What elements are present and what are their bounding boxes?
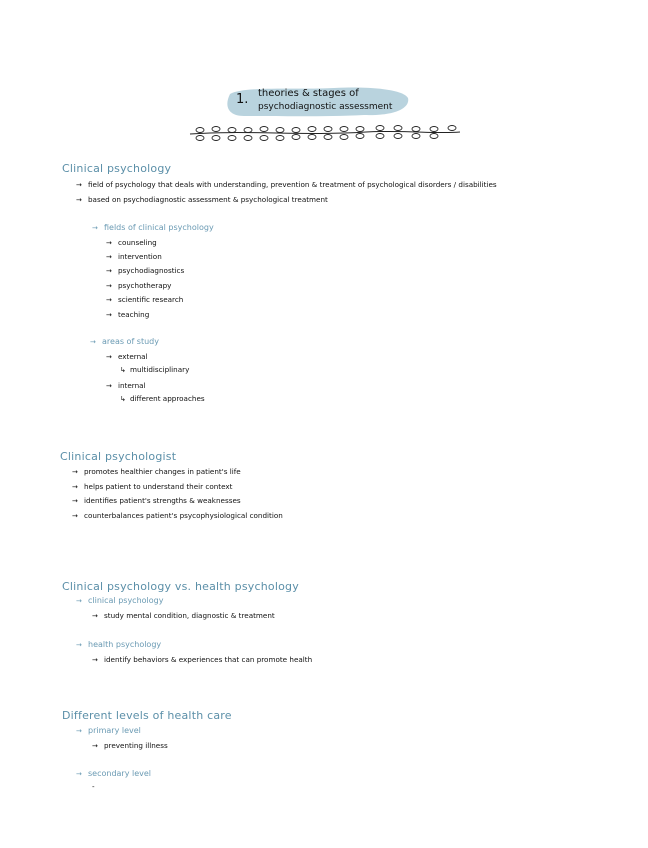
subheading-clinical: [76, 596, 163, 605]
list-item-text: counseling: [118, 238, 157, 247]
heading-clinical-psychology: Clinical psychology: [62, 162, 172, 175]
bullet-text: helps patient to understand their context: [84, 482, 233, 491]
list-item-text: psychotherapy: [118, 281, 172, 290]
arrow-icon: →: [106, 382, 112, 390]
arrow-icon: →: [76, 196, 82, 204]
sub-note: [120, 394, 205, 403]
title-number: 1.: [236, 92, 249, 107]
arrow-icon: →: [106, 253, 112, 261]
arrow-icon: →: [106, 282, 112, 290]
bullet-text: field of psychology that deals with understanding, prevention & treatment of psychological disorders / disabilities: [88, 180, 497, 189]
arrow-icon: →: [92, 612, 98, 620]
subheading-primary: [76, 726, 141, 735]
arrow-icon: →: [72, 512, 78, 520]
list-item: [92, 782, 95, 791]
list-item: [92, 611, 275, 620]
subheading-fields: [92, 223, 214, 232]
arrow-icon: →: [72, 497, 78, 505]
arrow-icon: →: [92, 656, 98, 664]
arrow-icon: →: [106, 267, 112, 275]
subheading-text: clinical psychology: [88, 596, 164, 605]
note-text: multidisciplinary: [130, 365, 190, 374]
list-item-text: psychodiagnostics: [118, 266, 185, 275]
arrow-icon: →: [72, 468, 78, 476]
list-item-text: preventing illness: [104, 741, 168, 750]
heading-health-care-levels: Different levels of health care: [62, 709, 232, 722]
vine-divider-icon: [186, 122, 464, 144]
arrow-icon: →: [76, 597, 82, 605]
arrow-icon: →: [106, 311, 112, 319]
list-item: [106, 310, 149, 319]
subheading-text: health psychology: [88, 640, 162, 649]
bullet-item: [72, 496, 241, 505]
list-item: [106, 295, 183, 304]
list-item: [106, 352, 148, 361]
title-line-1: theories & stages of: [258, 88, 359, 99]
list-item: [106, 381, 146, 390]
heading-clinical-psychologist: Clinical psychologist: [60, 450, 177, 463]
subheading-text: fields of clinical psychology: [104, 223, 214, 232]
list-item-text: external: [118, 352, 148, 361]
title-line-2: psychodiagnostic assessment: [258, 102, 393, 112]
arrow-icon: →: [92, 224, 98, 232]
arrow-icon: →: [76, 727, 82, 735]
bullet-item: [76, 195, 328, 204]
arrow-icon: →: [92, 742, 98, 750]
bullet-item: [72, 467, 241, 476]
sub-note: [120, 365, 189, 374]
arrow-icon: →: [76, 770, 82, 778]
list-item-text: teaching: [118, 310, 150, 319]
hook-arrow-icon: ↳: [120, 395, 126, 403]
bullet-text: promotes healthier changes in patient's life: [84, 467, 241, 476]
list-item: [106, 252, 162, 261]
subheading-health: [76, 640, 161, 649]
arrow-icon: →: [90, 338, 96, 346]
subheading-text: areas of study: [102, 337, 159, 346]
arrow-icon: →: [106, 239, 112, 247]
list-item: [92, 655, 312, 664]
list-item-text: intervention: [118, 252, 162, 261]
subheading-secondary: [76, 769, 151, 778]
subheading-text: secondary level: [88, 769, 152, 778]
bullet-text: identifies patient's strengths & weaknesses: [84, 496, 241, 505]
bullet-text: based on psychodiagnostic assessment & psychological treatment: [88, 195, 328, 204]
bullet-item: [72, 482, 232, 491]
list-item: [92, 741, 168, 750]
list-item-text: internal: [118, 381, 146, 390]
list-item: [106, 266, 184, 275]
list-item: [106, 238, 157, 247]
bullet-text: counterbalances patient's psycophysiological condition: [84, 511, 283, 520]
list-item-text: -: [92, 782, 95, 791]
list-item: [106, 281, 171, 290]
list-item-text: identify behaviors & experiences that can promote health: [104, 655, 313, 664]
list-item-text: scientific research: [118, 295, 184, 304]
note-text: different approaches: [130, 394, 205, 403]
bullet-item: [72, 511, 283, 520]
arrow-icon: →: [76, 641, 82, 649]
title-banner: [224, 86, 410, 118]
arrow-icon: →: [106, 353, 112, 361]
arrow-icon: →: [72, 483, 78, 491]
arrow-icon: →: [106, 296, 112, 304]
subheading-areas: [90, 337, 159, 346]
arrow-icon: →: [76, 181, 82, 189]
hook-arrow-icon: ↳: [120, 366, 126, 374]
bullet-item: [76, 180, 497, 189]
heading-comparison: Clinical psychology vs. health psychology: [62, 580, 299, 593]
list-item-text: study mental condition, diagnostic & treatment: [104, 611, 275, 620]
subheading-text: primary level: [88, 726, 141, 735]
